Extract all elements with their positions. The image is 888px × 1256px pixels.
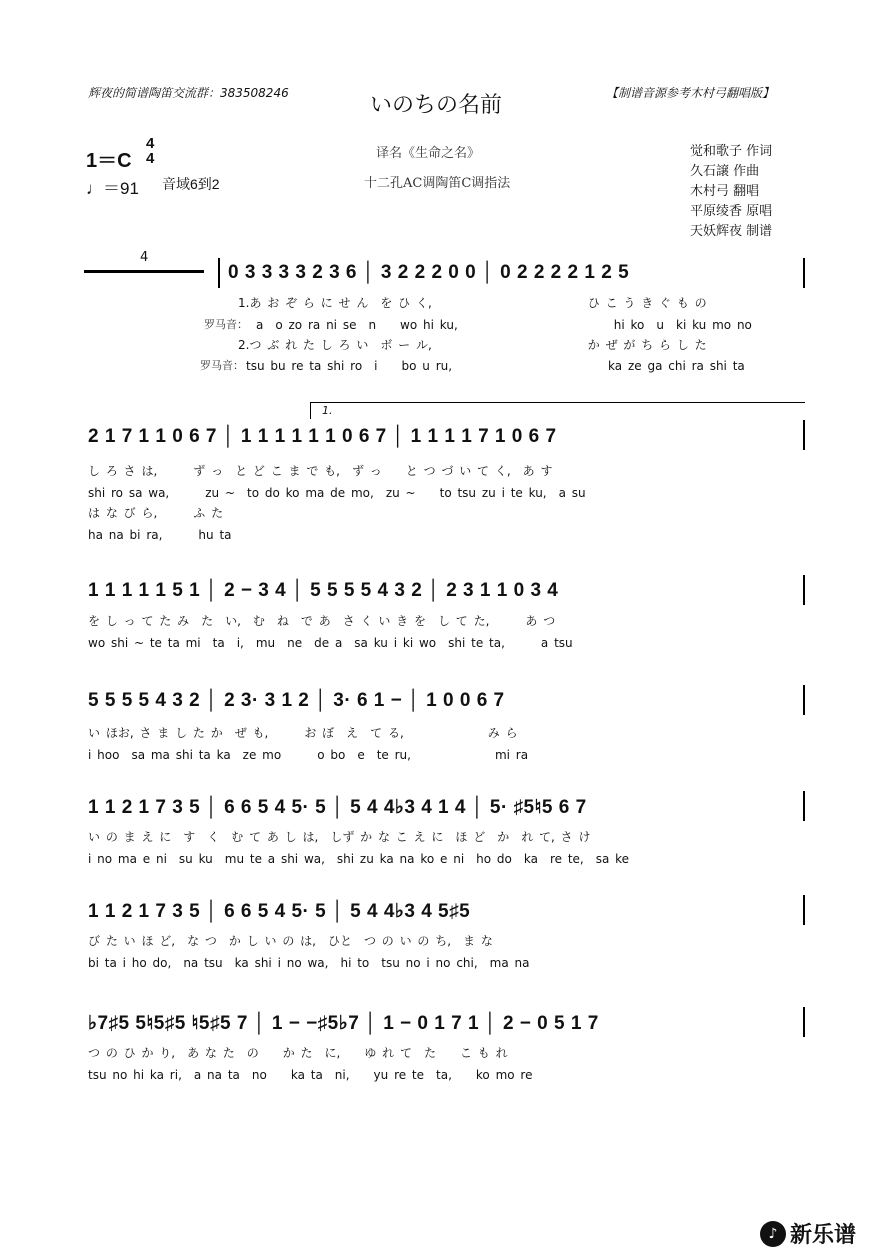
record-icon: ♪ <box>760 1221 786 1247</box>
lyrics-line: tsu bu re ta shi ro i bo u ru, ka ze ga chi ra shi ta <box>246 359 745 373</box>
translated-title: 译名《生命之名》 <box>376 146 481 161</box>
site-logo <box>760 1218 856 1249</box>
credit-original: 平原绫香 原唱 <box>690 204 773 219</box>
fingering-note: 十二孔AC调陶笛C调指法 <box>364 176 511 191</box>
time-bottom: 4 <box>146 150 155 167</box>
lyrics-line: い ほお, さ ま し た か ぜ も, お ぼ え て る, み ら <box>88 726 518 740</box>
lyrics-line: し ろ さ は, ず っ と ど こ ま で も, ず っ と つ づ い て く, あ す <box>88 464 553 478</box>
barline <box>803 791 805 821</box>
source-note: 【制谱音源参考木村弓翻唱版】 <box>606 86 775 100</box>
notes-system-3: 1 1 1 1 1 5 1 │ 2 − 3 4 │ 5 5 5 5 4 3 2 │ 2 3 1 1 0 3 4 <box>88 580 559 601</box>
first-ending-bracket <box>310 402 805 419</box>
rest-count: 4 <box>140 250 149 265</box>
time-top: 4 <box>146 135 155 152</box>
lyrics-line: i no ma e ni su ku mu te a shi wa, shi zu ka na ko e ni ho do ka re te, sa ke <box>88 852 630 866</box>
multi-measure-rest <box>84 270 204 273</box>
notes-system-2: 2 1 7 1 1 0 6 7 │ 1 1 1 1 1 1 0 6 7 │ 1 1 1 1 7 1 0 6 7 <box>88 426 557 447</box>
barline <box>803 420 805 450</box>
lyrics-line: shi ro sa wa, zu ~ to do ko ma de mo, zu ~ to tsu zu i te ku, a su <box>88 486 586 500</box>
lyrics-line: 2.つ ぶ れ た し ろ い ボ ー ル, か ぜ が ち ら し た <box>238 338 707 352</box>
group-info: 辉夜的简谱陶笛交流群：383508246 <box>88 86 289 100</box>
notes-system-7: ♭7♯5 5♮5♯5 ♮5♯5 7 │ 1 − −♯5♭7 │ 1 − 0 1 7 1 │ 2 − 0 5 1 7 <box>88 1013 599 1034</box>
barline <box>218 258 220 288</box>
credit-transcriber: 天妖辉夜 制谱 <box>690 224 773 239</box>
barline <box>803 685 805 715</box>
notes-system-4: 5 5 5 5 4 3 2 │ 2 3· 3 1 2 │ 3· 6 1 − │ 1 0 0 6 7 <box>88 690 505 711</box>
lyrics-line: 1.あ お ぞ ら に せ ん を ひ く, ひ こ う き ぐ も の <box>238 296 707 310</box>
barline <box>803 895 805 925</box>
range-note: 音域6到2 <box>162 176 220 192</box>
lyrics-line: a o zo ra ni se n wo hi ku, hi ko u ki ku mo no <box>256 318 752 332</box>
lyrics-line: wo shi ~ te ta mi ta i, mu ne de a sa ku i ki wo shi te ta, a tsu <box>88 636 573 650</box>
time-signature <box>146 136 154 166</box>
tempo-mark: ♩＝91 <box>86 179 139 198</box>
barline <box>803 258 805 288</box>
credit-cover: 木村弓 翻唱 <box>690 184 760 199</box>
lyrics-line: ha na bi ra, hu ta <box>88 528 232 542</box>
notes-system-5: 1 1 2 1 7 3 5 │ 6 6 5 4 5· 5 │ 5 4 4♭3 4 1 4 │ 5· ♯5♮5 6 7 <box>88 797 587 818</box>
song-title: いのちの名前 <box>370 93 503 118</box>
credit-composer: 久石譲 作曲 <box>690 164 760 179</box>
first-ending-label: 1. <box>322 404 333 417</box>
lyrics-line: び た い ほ ど, な つ か し い の は, ひと つ の い の ち, ま な <box>88 934 493 948</box>
lyrics-line: tsu no hi ka ri, a na ta no ka ta ni, yu re te ta, ko mo re <box>88 1068 533 1082</box>
notes-system-6: 1 1 2 1 7 3 5 │ 6 6 5 4 5· 5 │ 5 4 4♭3 4 5♯5 <box>88 901 471 922</box>
lyrics-line: は な び ら, ふ た <box>88 506 224 520</box>
key-signature: 1＝C <box>86 150 132 172</box>
lyrics-line: つ の ひ か り, あ な た の か た に, ゆ れ て た こ も れ <box>88 1046 508 1060</box>
credit-lyricist: 觉和歌子 作词 <box>690 144 773 159</box>
roma-label: 罗马音： <box>200 359 244 372</box>
roma-label: 罗马音： <box>204 318 248 331</box>
lyrics-line: bi ta i ho do, na tsu ka shi i no wa, hi to tsu no i no chi, ma na <box>88 956 530 970</box>
lyrics-line: i hoo sa ma shi ta ka ze mo o bo e te ru, mi ra <box>88 748 529 762</box>
notes-system-1: 0 3 3 3 3 2 3 6 │ 3 2 2 2 0 0 │ 0 2 2 2 2 1 2 5 <box>228 262 630 283</box>
barline <box>803 1007 805 1037</box>
logo-text: 新乐谱 <box>790 1223 857 1248</box>
lyrics-line: を し っ て た み た い, む ね で あ さ く い き を し て た, あ つ <box>88 614 556 628</box>
barline <box>803 575 805 605</box>
lyrics-line: い の ま え に す く む て あ し は, しず か な こ え に ほ ど か れ て, さ け <box>88 830 591 844</box>
